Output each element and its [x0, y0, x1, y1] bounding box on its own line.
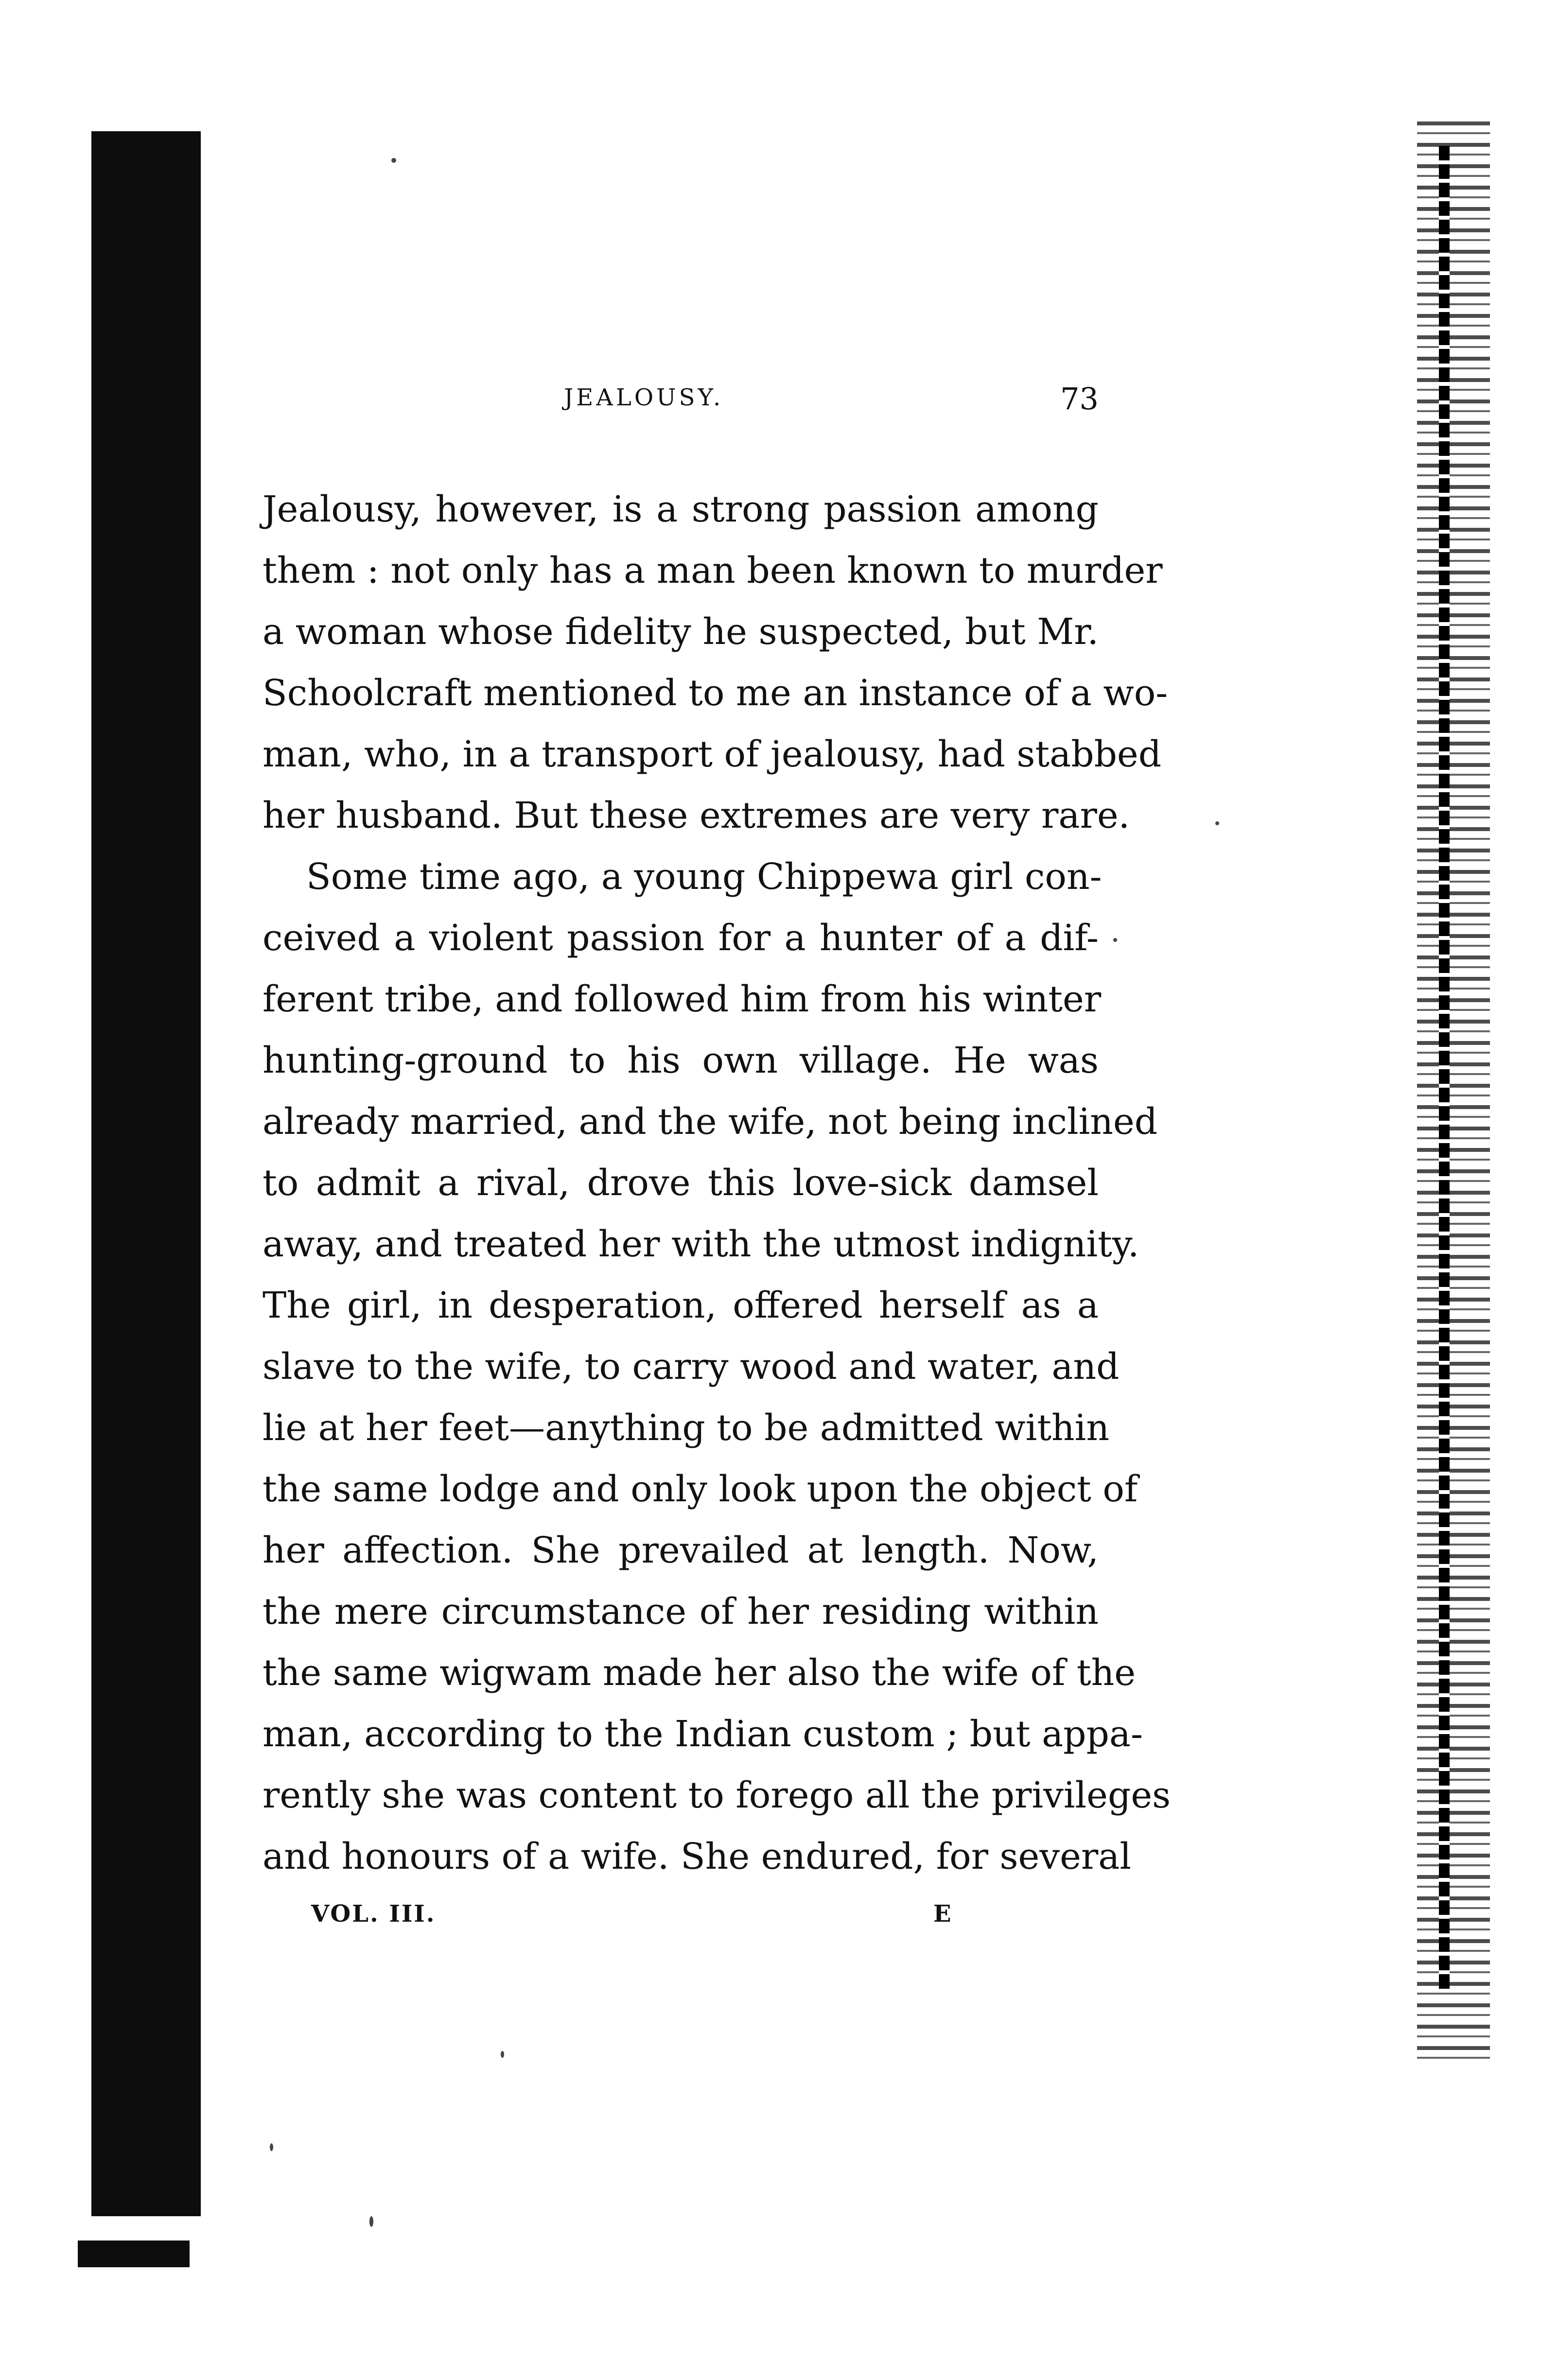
- text-line: ferent tribe, and followed him from his winter: [263, 978, 1102, 1020]
- text-line: them : not only has a man been known to murder: [263, 550, 1163, 591]
- page-footer: [311, 1900, 1050, 1934]
- text-line: a woman whose fidelity he suspected, but Mr.: [263, 611, 1099, 653]
- text-line: the same lodge and only look upon the object of: [263, 1468, 1138, 1510]
- text-line: man, who, in a transport of jealousy, had stabbed: [263, 733, 1162, 775]
- scan-left-foot-shadow: [78, 2241, 190, 2267]
- page-number: 73: [1060, 381, 1099, 417]
- scan-right-edge-noise: [1417, 122, 1490, 2066]
- text-line: Some time ago, a young Chippewa girl con-: [306, 856, 1102, 898]
- text-line: rently she was content to forego all the privileges: [263, 1774, 1171, 1816]
- text-line: the same wigwam made her also the wife of the: [263, 1652, 1136, 1694]
- volume-marker: VOL. III.: [311, 1900, 436, 1928]
- text-line: hunting-ground to his own village. He was: [263, 1040, 1099, 1081]
- text-line: away, and treated her with the utmost indignity.: [263, 1223, 1139, 1265]
- scan-speck: [1215, 821, 1219, 825]
- text-line: The girl, in desperation, offered herself as a: [263, 1285, 1099, 1326]
- text-line: the mere circumstance of her residing within: [263, 1591, 1099, 1633]
- body-paragraphs: [263, 479, 1171, 1887]
- scan-speck: [1113, 938, 1117, 942]
- scan-speck: [369, 2216, 373, 2227]
- scan-speck: [270, 2143, 273, 2151]
- text-line: and honours of a wife. She endured, for several: [263, 1836, 1132, 1877]
- signature-mark: E: [933, 1900, 953, 1928]
- text-line: Schoolcraft mentioned to me an instance of a wo-: [263, 672, 1168, 714]
- text-line: to admit a rival, drove this love-sick damsel: [263, 1162, 1099, 1204]
- scan-right-edge-strip: [1439, 146, 1450, 1993]
- running-head-title: JEALOUSY.: [564, 384, 724, 411]
- text-line: ceived a violent passion for a hunter of a dif-: [263, 917, 1099, 959]
- running-head: [263, 381, 1099, 428]
- text-line: man, according to the Indian custom ; but appa-: [263, 1713, 1143, 1755]
- scan-left-binding-shadow: [91, 131, 201, 2216]
- text-line: already married, and the wife, not being inclined: [263, 1101, 1158, 1143]
- scan-speck: [391, 158, 396, 163]
- text-line: her affection. She prevailed at length. Now,: [263, 1529, 1099, 1571]
- text-line: lie at her feet—anything to be admitted within: [263, 1407, 1109, 1449]
- text-line: her husband. But these extremes are very rare.: [263, 795, 1130, 836]
- text-line: slave to the wife, to carry wood and water, and: [263, 1346, 1120, 1388]
- text-line: Jealousy, however, is a strong passion among: [263, 488, 1099, 530]
- scan-speck: [501, 2051, 504, 2058]
